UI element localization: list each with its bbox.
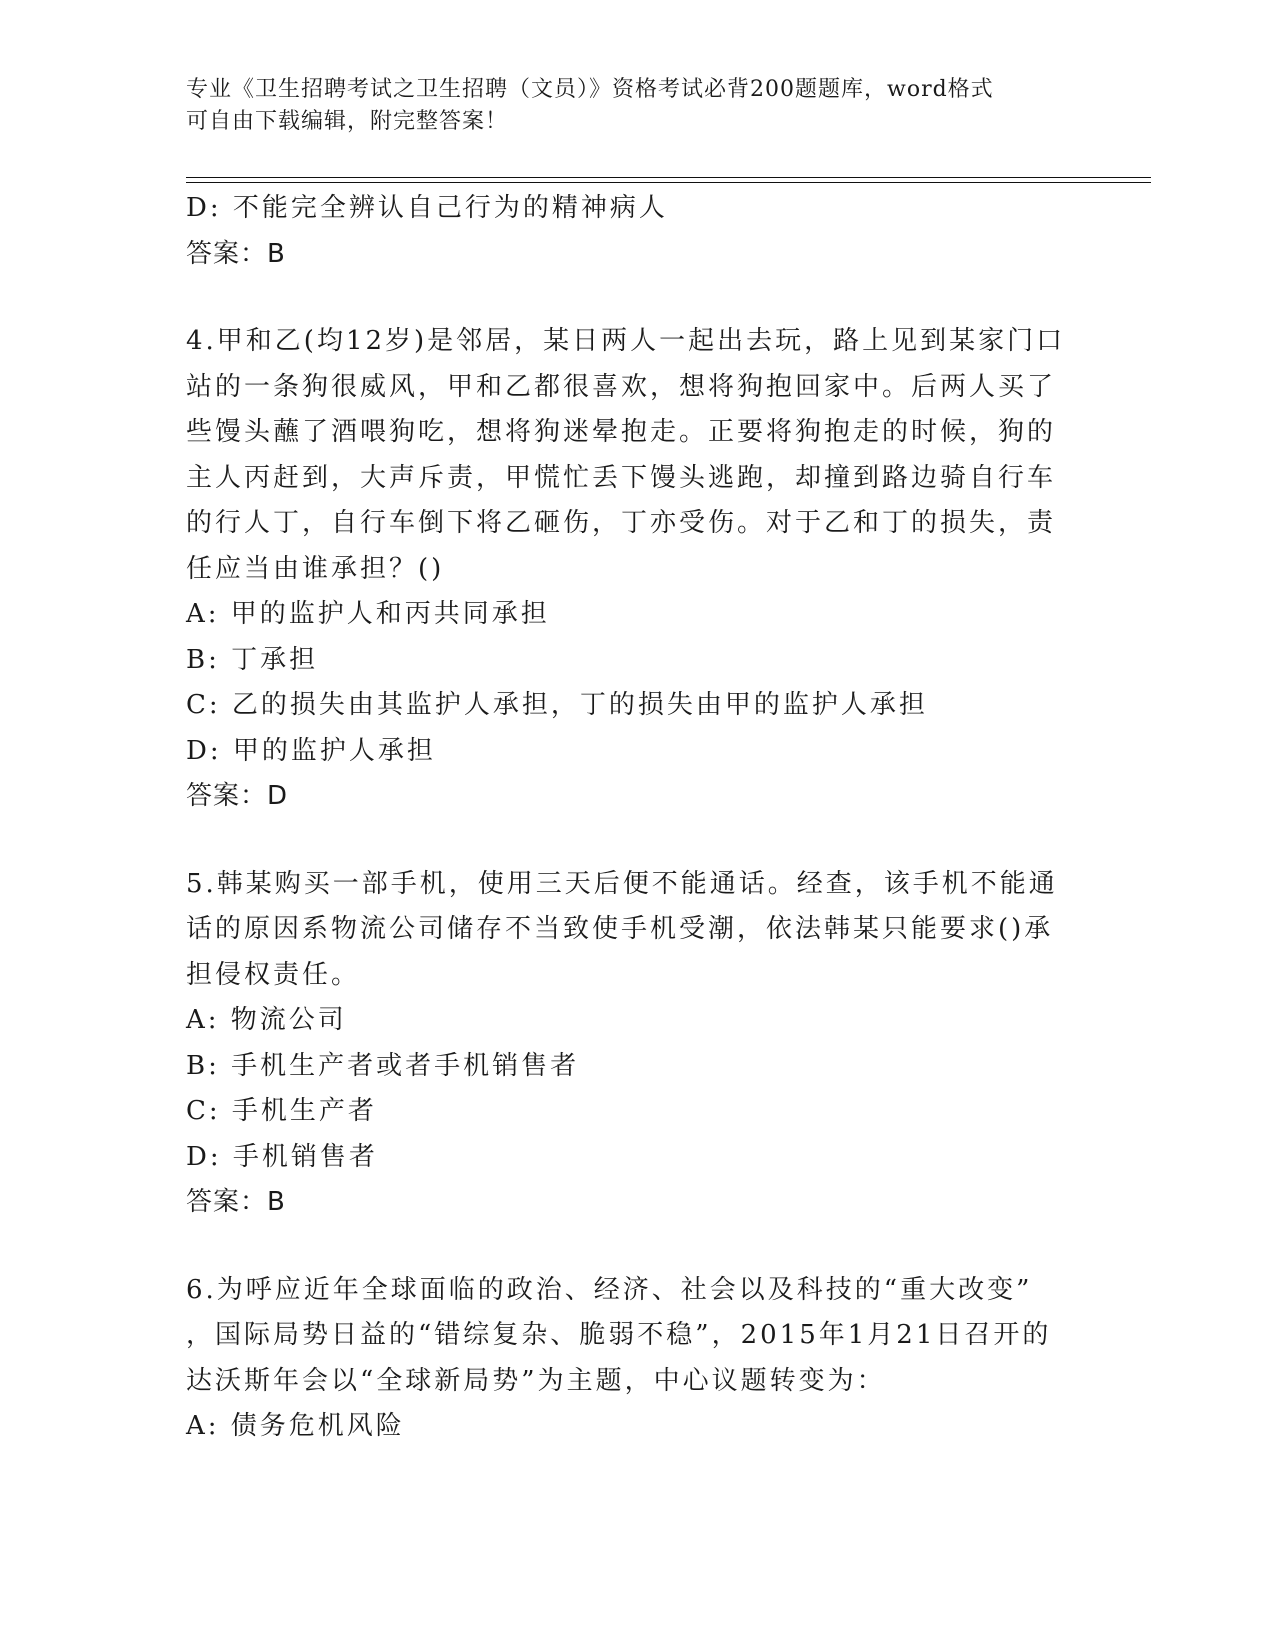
q5-stem-line: 话的原因系物流公司储存不当致使手机受潮，依法韩某只能要求()承 <box>186 914 1054 944</box>
page-header <box>186 74 1066 138</box>
q6-stem-line: ，国际局势日益的“错综复杂、脆弱不稳”，2015年1月21日召开的 <box>186 1320 1052 1350</box>
q3-answer: 答案：B <box>186 238 286 269</box>
header-title-line-2: 可自由下载编辑，附完整答案！ <box>186 109 509 134</box>
question-3 <box>186 186 1086 277</box>
q5-option-d: D: 手机销售者 <box>186 1141 378 1172</box>
q4-stem-line: 站的一条狗很威风，甲和乙都很喜欢，想将狗抱回家中。后两人买了 <box>186 371 1057 402</box>
q6-stem-line: 达沃斯年会以“全球新局势”为主题，中心议题转变为： <box>186 1365 886 1396</box>
q3-option-d: D: 不能完全辨认自己行为的精神病人 <box>186 193 668 223</box>
q4-answer: 答案：D <box>186 781 289 811</box>
header-rule-bottom <box>186 182 1151 183</box>
q5-option-a: A: 物流公司 <box>186 1005 347 1035</box>
q4-stem-line: 的行人丁，自行车倒下将乙砸伤，丁亦受伤。对于乙和丁的损失，责 <box>186 508 1057 538</box>
q4-option-a: A: 甲的监护人和丙共同承担 <box>186 599 550 629</box>
q5-stem-line: 5.韩某购买一部手机，使用三天后便不能通话。经查，该手机不能通 <box>186 868 1058 899</box>
q5-option-b: B: 手机生产者或者手机销售者 <box>186 1050 580 1081</box>
header-title-line-1: 专业《卫生招聘考试之卫生招聘（文员）》资格考试必背200题题库，word格式 <box>186 77 994 102</box>
q4-option-c: C: 乙的损失由其监护人承担，丁的损失由甲的监护人承担 <box>186 690 928 720</box>
q4-stem-line: 些馒头蘸了酒喂狗吃，想将狗迷晕抱走。正要将狗抱走的时候，狗的 <box>186 417 1057 447</box>
q4-stem-line: 主人丙赶到，大声斥责，甲慌忙丢下馒头逃跑，却撞到路边骑自行车 <box>186 462 1057 493</box>
q4-option-d: D: 甲的监护人承担 <box>186 735 436 766</box>
spacer <box>186 820 1086 862</box>
q6-stem-line: 6.为呼应近年全球面临的政治、经济、社会以及科技的“重大改变” <box>186 1274 1033 1305</box>
q5-stem-line: 担侵权责任。 <box>186 959 361 990</box>
q4-stem-line: 任应当由谁承担？() <box>186 553 445 584</box>
q5-answer: 答案：B <box>186 1187 286 1217</box>
q5-option-c: C: 手机生产者 <box>186 1096 377 1126</box>
spacer <box>186 1226 1086 1268</box>
q4-stem-line: 4.甲和乙(均12岁)是邻居，某日两人一起出去玩，路上见到某家门口 <box>186 326 1066 356</box>
q4-option-b: B: 丁承担 <box>186 644 319 675</box>
header-rule-top <box>186 177 1151 178</box>
question-6 <box>186 1268 1086 1450</box>
question-4 <box>186 319 1086 820</box>
spacer <box>186 277 1086 319</box>
q6-option-a: A: 债务危机风险 <box>186 1411 405 1441</box>
question-5 <box>186 862 1086 1226</box>
question-content <box>186 186 1086 1450</box>
